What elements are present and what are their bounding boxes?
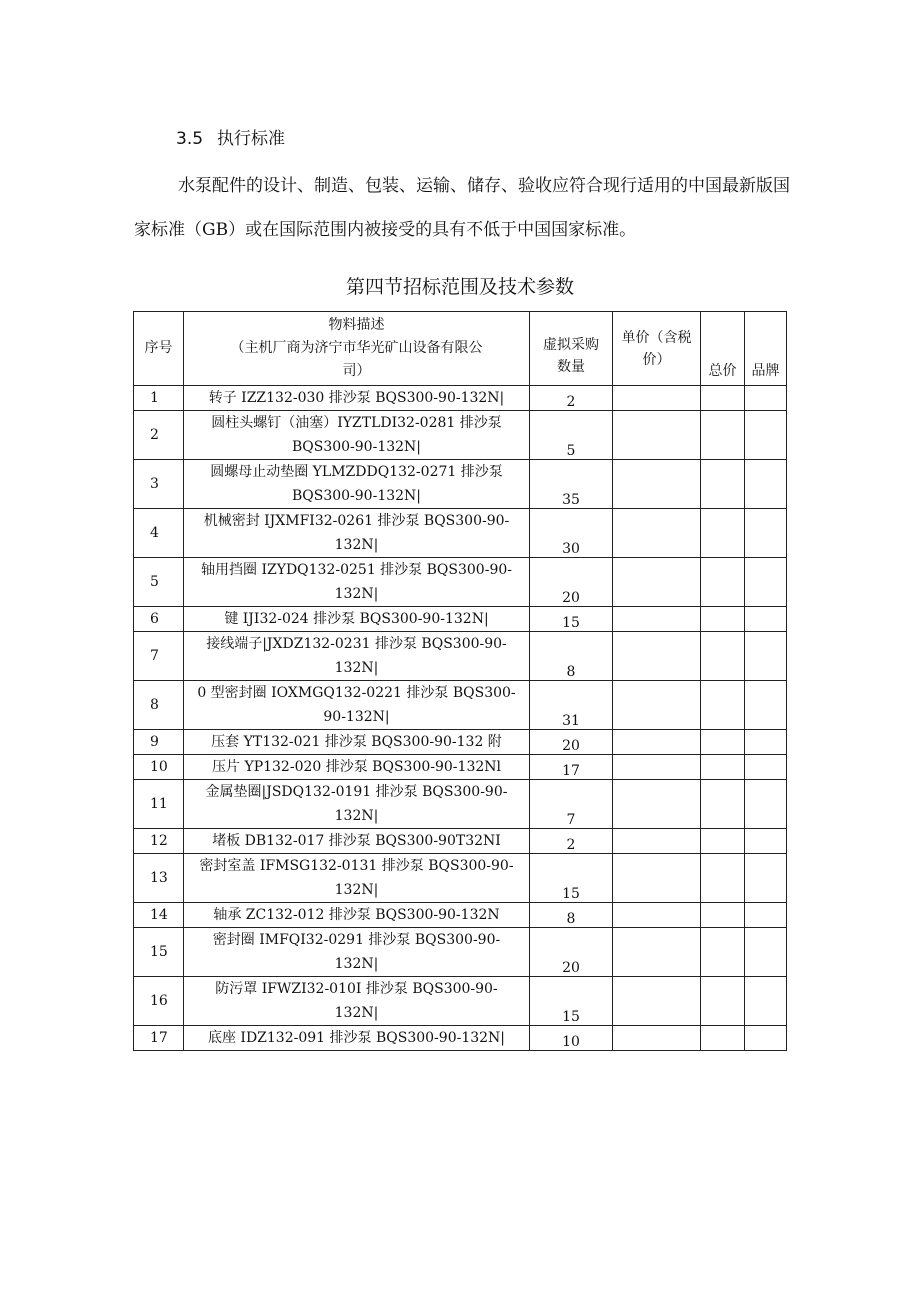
table-row [134, 730, 787, 755]
row-description-line: 密封圈 IMFQI32-0291 排沙泵 BQS300-90- [212, 932, 501, 948]
header-unit-price: 单价（含税价） [613, 312, 701, 386]
row-index: 6 [134, 607, 184, 632]
row-unit-price [613, 780, 701, 829]
row-index: 7 [134, 632, 184, 681]
table-row [134, 632, 787, 681]
table-title: 第四节招标范围及技术参数 [345, 276, 574, 298]
row-unit-price [613, 829, 701, 854]
row-description-line: BQS300-90-132N| [291, 439, 422, 455]
row-total [701, 386, 745, 411]
row-index: 12 [134, 829, 184, 854]
row-index: 1 [134, 386, 184, 411]
header-description [184, 312, 530, 386]
row-index: 14 [134, 903, 184, 928]
row-description-line: 0 型密封圈 IOXMGQ132-0221 排沙泵 BQS300- [197, 685, 516, 701]
table-row [134, 681, 787, 730]
row-description-line: 132N| [334, 882, 379, 898]
row-quantity: 10 [530, 1026, 613, 1051]
row-index: 16 [134, 977, 184, 1026]
row-description [184, 1026, 530, 1051]
row-total [701, 681, 745, 730]
row-brand [745, 730, 787, 755]
row-description [184, 411, 530, 460]
row-unit-price [613, 558, 701, 607]
row-total [701, 730, 745, 755]
row-index: 8 [134, 681, 184, 730]
row-description [184, 460, 530, 509]
row-brand [745, 903, 787, 928]
row-description [184, 903, 530, 928]
row-total [701, 411, 745, 460]
row-description-line: 90-132N| [323, 709, 390, 725]
parts-table [133, 311, 787, 1051]
row-description [184, 730, 530, 755]
row-unit-price [613, 632, 701, 681]
row-description-line: 圆柱头螺钉（油塞）IYZTLDI32-0281 排沙泵 [211, 415, 502, 431]
section-number: 3.5 [176, 129, 204, 149]
row-description-line: 接线端子|JXDZ132-0231 排沙泵 BQS300-90- [206, 636, 507, 652]
row-description [184, 681, 530, 730]
row-unit-price [613, 460, 701, 509]
header-desc-line1: 物料描述 [328, 317, 385, 333]
row-unit-price [613, 1026, 701, 1051]
row-description [184, 780, 530, 829]
row-brand [745, 632, 787, 681]
table-row [134, 903, 787, 928]
row-description-line: 防污罩 IFWZI32-010I 排沙泵 BQS300-90- [215, 981, 498, 997]
row-brand [745, 977, 787, 1026]
row-brand [745, 681, 787, 730]
row-brand [745, 411, 787, 460]
header-total: 总价 [701, 312, 745, 386]
row-brand [745, 829, 787, 854]
table-row [134, 607, 787, 632]
row-unit-price [613, 730, 701, 755]
row-index: 9 [134, 730, 184, 755]
standards-paragraph: 水泵配件的设计、制造、包装、运输、储存、验收应符合现行适用的中国最新版国家标准（GB）或在国际范围内被接受的具有不低于中国国家标准。 [134, 176, 790, 240]
header-desc-line2: （主机厂商为济宁市华光矿山设备有限公 [230, 340, 483, 356]
table-row [134, 854, 787, 903]
row-total [701, 558, 745, 607]
row-total [701, 928, 745, 977]
table-row [134, 755, 787, 780]
row-total [701, 1026, 745, 1051]
row-unit-price [613, 755, 701, 780]
row-description [184, 632, 530, 681]
row-description-line: 132N| [334, 660, 379, 676]
row-description [184, 829, 530, 854]
row-total [701, 977, 745, 1026]
row-brand [745, 755, 787, 780]
row-quantity: 2 [530, 829, 613, 854]
row-quantity: 8 [530, 632, 613, 681]
row-index: 3 [134, 460, 184, 509]
row-unit-price [613, 411, 701, 460]
row-index: 11 [134, 780, 184, 829]
table-row [134, 460, 787, 509]
row-description-line: BQS300-90-132N| [291, 488, 422, 504]
row-unit-price [613, 903, 701, 928]
row-total [701, 854, 745, 903]
header-desc-line3: 司） [342, 363, 371, 379]
row-description-line: 压片 YP132-020 排沙泵 BQS300-90-132Nl [212, 759, 501, 775]
row-total [701, 755, 745, 780]
row-unit-price [613, 977, 701, 1026]
row-total [701, 509, 745, 558]
table-row [134, 829, 787, 854]
row-quantity: 35 [530, 460, 613, 509]
row-brand [745, 509, 787, 558]
row-description-line: 132N| [334, 956, 379, 972]
row-description-line: 132N| [334, 586, 379, 602]
row-quantity: 5 [530, 411, 613, 460]
row-description-line: 金属垫圈|JSDQ132-0191 排沙泵 BQS300-90- [205, 784, 508, 800]
row-quantity: 31 [530, 681, 613, 730]
header-quantity: 虚拟采购数量 [530, 312, 613, 386]
row-quantity: 20 [530, 730, 613, 755]
row-description [184, 558, 530, 607]
header-index: 序号 [134, 312, 184, 386]
row-description [184, 607, 530, 632]
row-index: 2 [134, 411, 184, 460]
row-description [184, 509, 530, 558]
table-row [134, 411, 787, 460]
row-description-line: 轴承 ZC132-012 排沙泵 BQS300-90-132N [213, 907, 500, 923]
row-description-line: 132N| [334, 537, 379, 553]
row-brand [745, 558, 787, 607]
row-brand [745, 780, 787, 829]
row-unit-price [613, 854, 701, 903]
table-row [134, 928, 787, 977]
row-description [184, 928, 530, 977]
row-description-line: 圆螺母止动垫圈 YLMZDDQ132-0271 排沙泵 [210, 464, 503, 480]
row-unit-price [613, 386, 701, 411]
row-quantity: 8 [530, 903, 613, 928]
row-unit-price [613, 509, 701, 558]
row-description-line: 压套 YT132-021 排沙泵 BQS300-90-132 附 [211, 734, 502, 750]
row-description-line: 键 IJI32-024 排沙泵 BQS300-90-132N| [224, 611, 489, 627]
row-index: 10 [134, 755, 184, 780]
row-quantity: 15 [530, 854, 613, 903]
table-header-row [134, 312, 787, 386]
row-description [184, 755, 530, 780]
row-index: 4 [134, 509, 184, 558]
row-total [701, 460, 745, 509]
row-description-line: 堵板 DB132-017 排沙泵 BQS300-90T32NI [212, 833, 501, 849]
table-row [134, 558, 787, 607]
table-row [134, 977, 787, 1026]
row-total [701, 607, 745, 632]
row-total [701, 632, 745, 681]
table-row [134, 386, 787, 411]
row-total [701, 780, 745, 829]
row-brand [745, 928, 787, 977]
row-description-line: 底座 IDZ132-091 排沙泵 BQS300-90-132N| [207, 1030, 506, 1046]
table-row [134, 509, 787, 558]
table-row [134, 780, 787, 829]
row-brand [745, 460, 787, 509]
row-description-line: 轴用挡圈 IZYDQ132-0251 排沙泵 BQS300-90- [201, 562, 512, 578]
row-description [184, 977, 530, 1026]
row-unit-price [613, 681, 701, 730]
row-quantity: 20 [530, 928, 613, 977]
row-brand [745, 607, 787, 632]
row-description-line: 密封室盖 IFMSG132-0131 排沙泵 BQS300-90- [199, 858, 514, 874]
row-quantity: 15 [530, 607, 613, 632]
row-description-line: 132N| [334, 808, 379, 824]
row-total [701, 829, 745, 854]
row-index: 15 [134, 928, 184, 977]
row-index: 13 [134, 854, 184, 903]
table-row [134, 1026, 787, 1051]
row-quantity: 17 [530, 755, 613, 780]
row-total [701, 903, 745, 928]
row-description [184, 386, 530, 411]
row-quantity: 20 [530, 558, 613, 607]
row-brand [745, 854, 787, 903]
row-quantity: 7 [530, 780, 613, 829]
row-index: 5 [134, 558, 184, 607]
row-quantity: 15 [530, 977, 613, 1026]
section-title: 执行标准 [217, 129, 286, 149]
row-brand [745, 1026, 787, 1051]
row-unit-price [613, 607, 701, 632]
row-quantity: 2 [530, 386, 613, 411]
section-heading [176, 124, 285, 149]
header-brand: 品牌 [745, 312, 787, 386]
row-brand [745, 386, 787, 411]
row-quantity: 30 [530, 509, 613, 558]
row-description-line: 机械密封 IJXMFI32-0261 排沙泵 BQS300-90- [203, 513, 510, 529]
row-unit-price [613, 928, 701, 977]
row-description-line: 132N| [334, 1005, 379, 1021]
row-description-line: 转子 IZZ132-030 排沙泵 BQS300-90-132N| [208, 390, 505, 406]
row-index: 17 [134, 1026, 184, 1051]
row-description [184, 854, 530, 903]
